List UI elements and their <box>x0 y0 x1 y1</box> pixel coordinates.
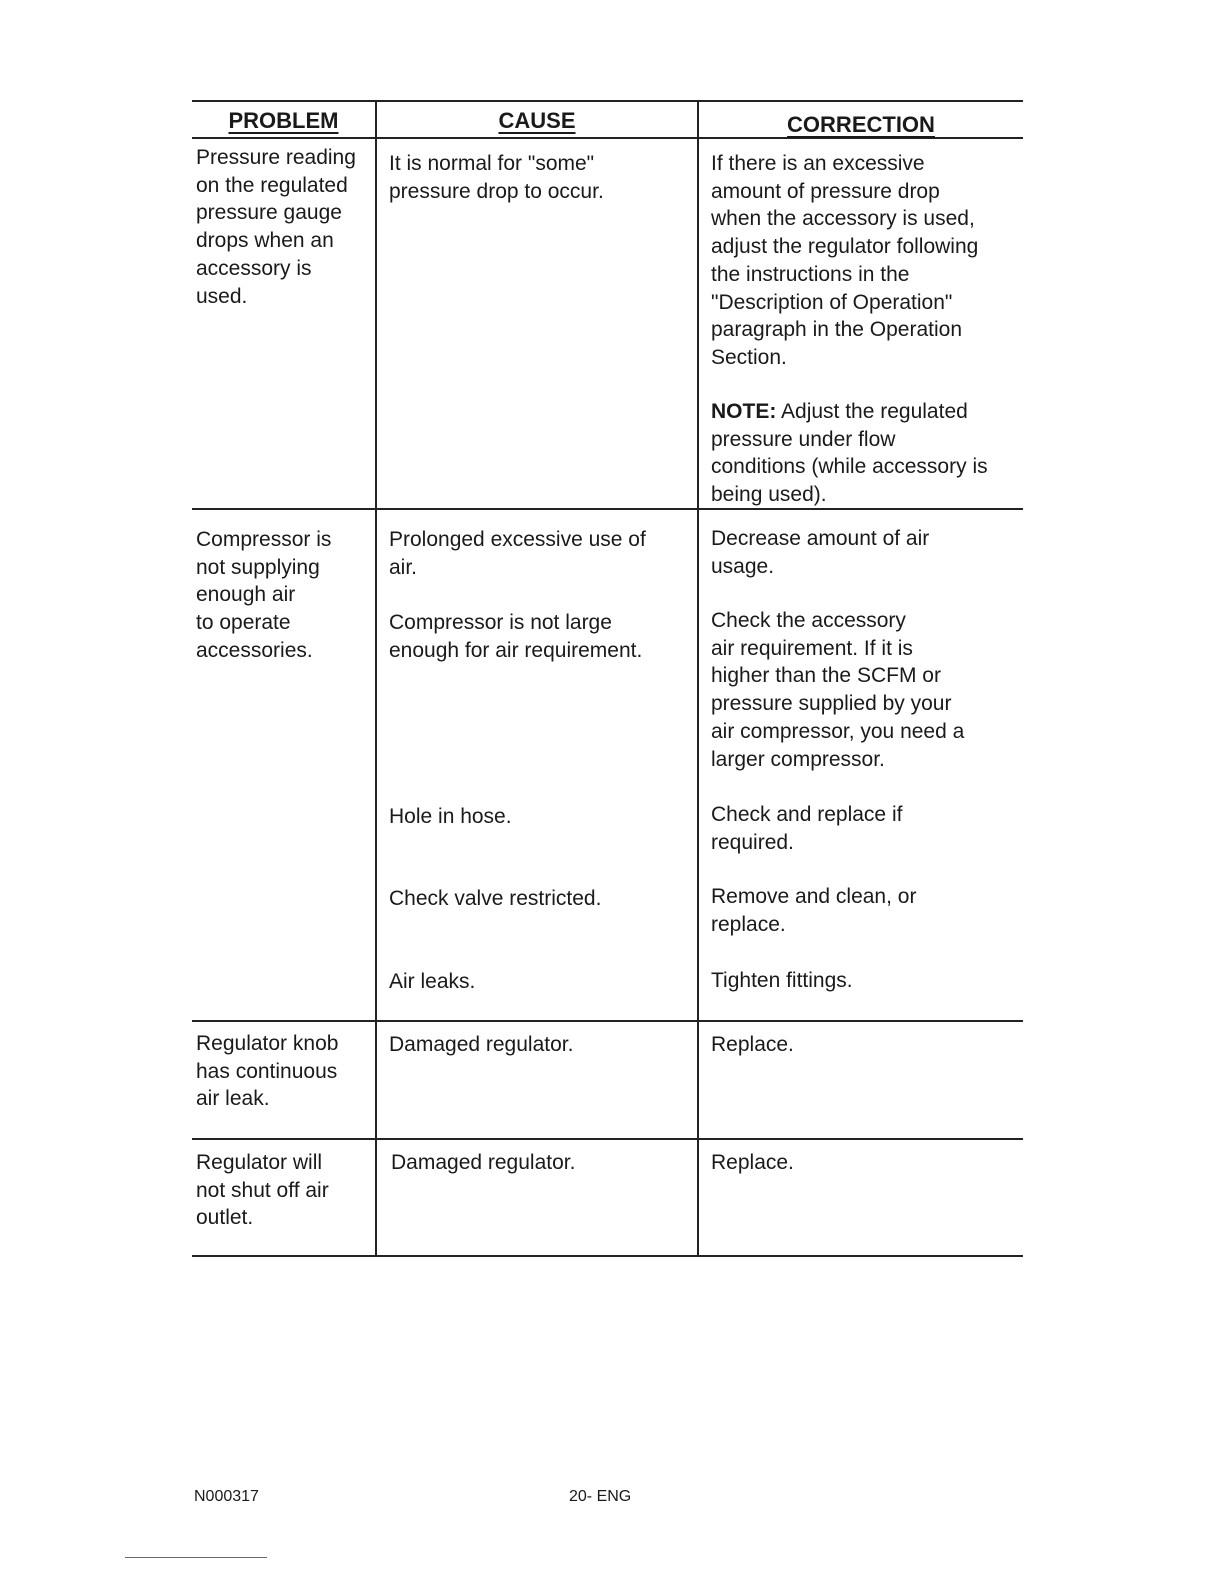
row1-problem: Pressure reading on the regulated pressure gauge drops when an accessory is used. <box>196 146 356 308</box>
table-top-rule <box>192 100 1023 102</box>
row2-correction-5: Tighten fittings. <box>711 969 853 992</box>
footer-code: N000317 <box>194 1488 259 1505</box>
row2-cause-2: Compressor is not large enough for air requirement. <box>389 611 643 662</box>
row2-correction-2: Check the accessory air requirement. If it is higher than the SCFM or pressure supplied by your air compressor, you need a larger compressor. <box>711 609 965 771</box>
row2-correction-1: Decrease amount of air usage. <box>711 527 930 578</box>
column-divider <box>697 100 699 1257</box>
row-divider <box>192 1138 1023 1140</box>
note-text: Adjust the regulated pressure under flow conditions (while accessory is being used). <box>711 400 988 507</box>
row2-correction-3: Check and replace if required. <box>711 803 903 854</box>
row3-correction: Replace. <box>711 1033 794 1056</box>
row4-problem: Regulator will not shut off air outlet. <box>196 1151 329 1230</box>
row2-cause-5: Air leaks. <box>389 970 476 993</box>
row2-problem: Compressor is not supplying enough air to operate accessories. <box>196 528 332 662</box>
row1-correction: If there is an excessive amount of pressure drop when the accessory is used, adjust the regulator following the instructions in the "Description of Operation" paragraph in the Operation Section. <box>711 152 979 369</box>
header-correction: CORRECTION <box>787 112 935 137</box>
header-problem: PROBLEM <box>228 108 339 133</box>
header-cause: CAUSE <box>498 108 576 133</box>
row4-cause: Damaged regulator. <box>391 1151 576 1174</box>
row2-cause-4: Check valve restricted. <box>389 887 602 910</box>
row3-problem: Regulator knob has continuous air leak. <box>196 1032 339 1111</box>
row-divider <box>192 1020 1023 1022</box>
note-label: NOTE: <box>711 400 777 423</box>
row2-cause-1: Prolonged excessive use of air. <box>389 528 646 579</box>
troubleshooting-table <box>192 100 1023 1257</box>
footer-link-underline <box>125 1557 267 1558</box>
row4-correction: Replace. <box>711 1151 794 1174</box>
column-divider <box>375 100 377 1257</box>
row3-cause: Damaged regulator. <box>389 1033 574 1056</box>
row1-note <box>711 398 988 509</box>
footer-page-number: 20- ENG <box>569 1488 632 1505</box>
row2-cause-3: Hole in hose. <box>389 805 512 828</box>
row2-correction-4: Remove and clean, or replace. <box>711 885 917 936</box>
table-bottom-rule <box>192 1255 1023 1257</box>
row1-cause: It is normal for "some" pressure drop to occur. <box>389 152 604 203</box>
